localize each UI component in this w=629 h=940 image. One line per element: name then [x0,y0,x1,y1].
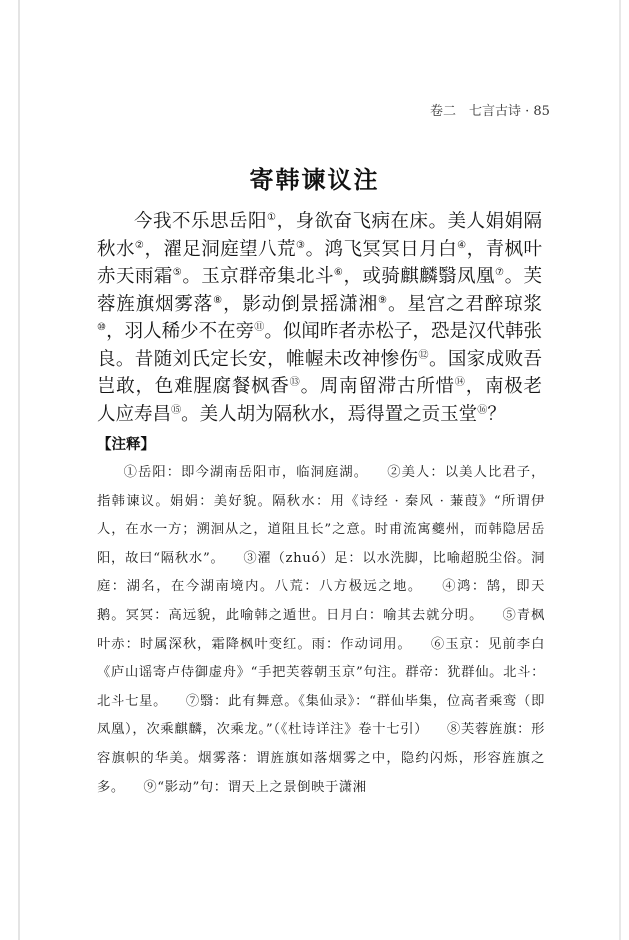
page-edge-right [619,0,621,940]
poem-title: 寄韩谏议注 [249,165,380,194]
note-ref: ④ [457,239,467,251]
running-head: 卷二 七言古诗 · 85 [430,104,550,119]
note-ref: ⑭ [454,376,466,388]
note-ref: ⑦ [495,266,505,278]
note-ref: ⑤ [172,266,183,278]
note-item: ②美人：以美人比君子，指韩谏议。娟娟：美好貌。隔秋水：用《诗经 · 秦风 · 蒹葭》“所谓伊人，在水一方；溯洄从之，道阻且长”之意。时甫流寓夔州，而韩隐居岳阳，故曰“隔秋水”。 [97,465,546,566]
note-ref: ⑧ [213,294,224,306]
note-ref: ⑥ [333,266,344,278]
note-item: ⑤青枫叶赤：时属深秋，霜降枫叶变红。雨：作动词用。 [97,607,545,652]
note-ref: ② [134,239,145,251]
note-ref: ⑨ [378,294,388,306]
poem-body: 今我不乐思岳阳①，身欲奋飞病在床。美人娟娟隔秋水②，濯足洞庭望八荒③。鸿飞冥冥日月白④，青枫叶赤天雨霜⑤。玉京群帝集北斗⑥，或骑麒麟翳凤凰⑦。芙蓉旌旗烟雾落⑧，影动倒景摇潇湘⑨。星宫之君醉琼浆⑩，羽人稀少不在旁⑪。似闻昨者赤松子，恐是汉代韩张良。昔随刘氏定长安，帷幄未改神惨伤⑫。国家成败吾岂敢，色难腥腐餐枫香⑬。周南留滞古所惜⑭，南极老人应寿昌⑮。美人胡为隔秋水，焉得置之贡玉堂⑯？ [97,211,543,425]
note-ref: ① [266,211,277,223]
note-item: ⑦翳：此有舞意。《集仙录》：“群仙毕集，位高者乘鸾（即凤凰），次乘麒麟，次乘龙。”（《杜诗详注》卷十七引） [97,693,545,738]
note-ref: ③ [296,239,306,251]
notes-heading: 【注释】 [97,436,155,453]
note-item: ⑨“影动”句：谓天上之景倒映于潇湘 [143,779,367,795]
note-ref: ⑫ [418,349,429,361]
note-ref: ⑩ [97,321,107,333]
note-ref: ⑬ [289,376,301,388]
page-edge-left [18,0,20,940]
note-item: ①岳阳：即今湖南岳阳市，临洞庭湖。 [123,465,369,480]
note-ref: ⑪ [254,321,265,333]
note-ref: ⑯ [477,404,488,416]
note-item: ③濯（zhuó）足：以水洗脚，比喻超脱尘俗。洞庭：湖名，在今湖南境内。八荒：八方极远之地。 [97,550,545,595]
note-item: ④鸿：鹄，即天鹅。冥冥：高远貌，此喻韩之遁世。日月白：喻其去就分明。 [97,579,546,623]
note-item: ⑧芙蓉旌旗：形容旗帜的华美。烟雾落：谓旌旗如落烟雾之中，隐约闪烁，形容旌旗之多。 [97,722,546,795]
note-ref: ⑮ [171,404,182,416]
notes-body [97,459,545,802]
note-item: ⑥玉京：见前李白《庐山谣寄卢侍御虚舟》“手把芙蓉朝玉京”句注。群帝：犹群仙。北斗：北斗七星。 [97,636,545,709]
